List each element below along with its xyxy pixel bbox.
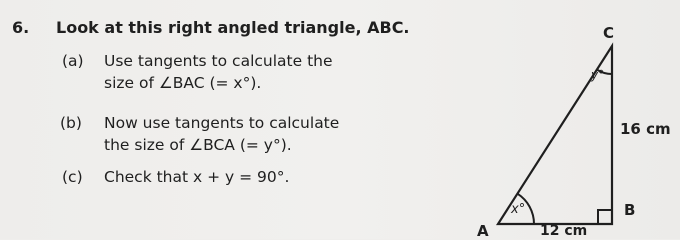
question-stem: Look at this right angled triangle, ABC. xyxy=(56,18,410,37)
vertex-c-label: C xyxy=(603,24,615,42)
part-b-line-1: Now use tangents to calculate xyxy=(104,114,340,132)
part-c-line-1: Check that x + y = 90°. xyxy=(104,168,290,186)
right-angle-marker xyxy=(598,210,612,224)
triangle-diagram xyxy=(460,0,680,239)
part-b-label: (b) xyxy=(60,114,82,132)
part-b-line-2: the size of ∠BCA (= y°). xyxy=(104,136,292,154)
part-a-line-2: size of ∠BAC (= x°). xyxy=(104,74,262,92)
vertex-a-label: A xyxy=(477,222,489,239)
vertex-b-label: B xyxy=(624,201,636,219)
side-ab-label: 12 cm xyxy=(540,223,588,239)
part-a-line-1: Use tangents to calculate the xyxy=(104,52,333,70)
angle-y-label: y° xyxy=(591,68,605,82)
part-c-label: (c) xyxy=(62,168,83,186)
angle-x-label: x° xyxy=(511,202,526,217)
part-a-label: (a) xyxy=(62,52,84,70)
question-number: 6. xyxy=(12,18,30,37)
side-bc-label: 16 cm xyxy=(620,120,671,138)
